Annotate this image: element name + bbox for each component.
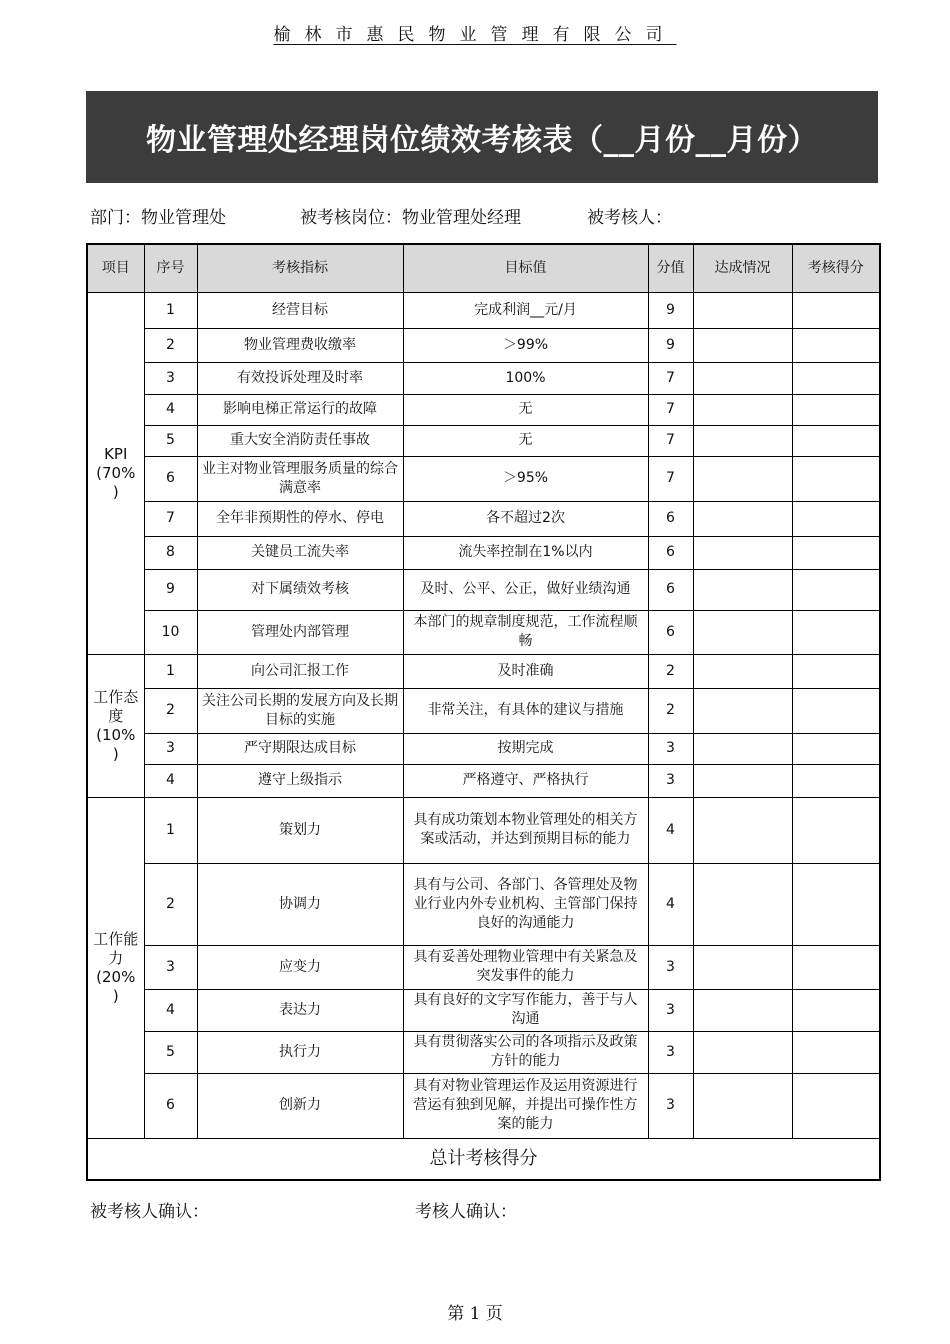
table-row — [87, 501, 880, 536]
row-number-cell: 4 — [144, 989, 197, 1031]
total-row — [87, 1138, 880, 1180]
row-number-cell: 1 — [144, 797, 197, 863]
indicator-cell: 经营目标 — [197, 292, 403, 328]
score-weight-cell: 6 — [648, 501, 693, 536]
table-row — [87, 536, 880, 569]
indicator-cell: 策划力 — [197, 797, 403, 863]
target-cell: 具有与公司、各部门、各管理处及物业行业内外专业机构、主管部门保持良好的沟通能力 — [403, 863, 648, 945]
table-header-row — [87, 244, 880, 292]
row-number-cell: 4 — [144, 764, 197, 797]
indicator-cell: 全年非预期性的停水、停电 — [197, 501, 403, 536]
indicator-cell: 表达力 — [197, 989, 403, 1031]
assessed-score-input-cell[interactable] — [792, 1031, 880, 1073]
target-cell: ＞99% — [403, 328, 648, 362]
target-cell: 具有对物业管理运作及运用资源进行营运有独到见解，并提出可操作性方案的能力 — [403, 1073, 648, 1138]
row-number-cell: 3 — [144, 945, 197, 989]
assessed-score-input-cell[interactable] — [792, 945, 880, 989]
indicator-cell: 向公司汇报工作 — [197, 654, 403, 688]
indicator-cell: 协调力 — [197, 863, 403, 945]
table-row — [87, 292, 880, 328]
target-cell: 严格遵守、严格执行 — [403, 764, 648, 797]
target-cell: 无 — [403, 425, 648, 456]
assessor-confirm: 考核人确认： — [415, 1202, 517, 1222]
indicator-cell: 应变力 — [197, 945, 403, 989]
assessee-confirm: 被考核人确认： — [90, 1202, 209, 1222]
assessed-score-input-cell[interactable] — [792, 501, 880, 536]
header-number: 序号 — [144, 244, 197, 292]
achievement-input-cell[interactable] — [693, 328, 792, 362]
indicator-cell: 有效投诉处理及时率 — [197, 362, 403, 394]
row-number-cell: 3 — [144, 362, 197, 394]
form-title-banner — [86, 91, 878, 183]
assessed-score-input-cell[interactable] — [792, 733, 880, 764]
score-weight-cell: 3 — [648, 945, 693, 989]
row-number-cell: 1 — [144, 654, 197, 688]
score-weight-cell: 4 — [648, 863, 693, 945]
indicator-cell: 关键员工流失率 — [197, 536, 403, 569]
row-number-cell: 1 — [144, 292, 197, 328]
company-name: 榆林市惠民物业管理有限公司 — [273, 25, 677, 45]
indicator-cell: 物业管理费收缴率 — [197, 328, 403, 362]
assessed-score-input-cell[interactable] — [792, 610, 880, 654]
table-row — [87, 797, 880, 863]
achievement-input-cell[interactable] — [693, 425, 792, 456]
target-cell: 按期完成 — [403, 733, 648, 764]
target-cell: 具有成功策划本物业管理处的相关方案或活动，并达到预期目标的能力 — [403, 797, 648, 863]
table-row — [87, 328, 880, 362]
row-number-cell: 8 — [144, 536, 197, 569]
assessed-score-input-cell[interactable] — [792, 536, 880, 569]
assessed-score-input-cell[interactable] — [792, 292, 880, 328]
assessment-table — [86, 243, 881, 1181]
table-row — [87, 610, 880, 654]
table-row — [87, 688, 880, 733]
score-weight-cell: 3 — [648, 1031, 693, 1073]
score-weight-cell: 7 — [648, 362, 693, 394]
header-item: 项目 — [87, 244, 144, 292]
header-assessed-score: 考核得分 — [792, 244, 880, 292]
achievement-input-cell[interactable] — [693, 536, 792, 569]
assessed-score-input-cell[interactable] — [792, 425, 880, 456]
row-number-cell: 2 — [144, 863, 197, 945]
indicator-cell: 执行力 — [197, 1031, 403, 1073]
table-row — [87, 1073, 880, 1138]
assessed-score-input-cell[interactable] — [792, 654, 880, 688]
assessed-score-input-cell[interactable] — [792, 394, 880, 425]
achievement-input-cell[interactable] — [693, 456, 792, 501]
score-weight-cell: 2 — [648, 654, 693, 688]
table-row — [87, 1031, 880, 1073]
indicator-cell: 遵守上级指示 — [197, 764, 403, 797]
table-row — [87, 764, 880, 797]
achievement-input-cell[interactable] — [693, 863, 792, 945]
target-cell: 无 — [403, 394, 648, 425]
header-achievement: 达成情况 — [693, 244, 792, 292]
achievement-input-cell[interactable] — [693, 292, 792, 328]
achievement-input-cell[interactable] — [693, 1031, 792, 1073]
score-weight-cell: 9 — [648, 292, 693, 328]
score-weight-cell: 4 — [648, 797, 693, 863]
score-weight-cell: 3 — [648, 1073, 693, 1138]
row-number-cell: 2 — [144, 688, 197, 733]
assessed-score-input-cell[interactable] — [792, 797, 880, 863]
row-number-cell: 2 — [144, 328, 197, 362]
row-number-cell: 6 — [144, 456, 197, 501]
achievement-input-cell[interactable] — [693, 501, 792, 536]
achievement-input-cell[interactable] — [693, 654, 792, 688]
assessee-label: 被考核人： — [587, 208, 672, 228]
indicator-cell: 严守期限达成目标 — [197, 733, 403, 764]
row-number-cell: 10 — [144, 610, 197, 654]
achievement-input-cell[interactable] — [693, 733, 792, 764]
form-title: 物业管理处经理岗位绩效考核表（__月份__月份） — [146, 123, 818, 158]
indicator-cell: 创新力 — [197, 1073, 403, 1138]
category-cell: 工作能 力 (20% ) — [87, 797, 144, 1138]
score-weight-cell: 7 — [648, 425, 693, 456]
header-score-weight: 分值 — [648, 244, 693, 292]
achievement-input-cell[interactable] — [693, 1073, 792, 1138]
row-number-cell: 6 — [144, 1073, 197, 1138]
assessed-score-input-cell[interactable] — [792, 569, 880, 610]
position-label: 被考核岗位：物业管理处经理 — [300, 208, 521, 228]
table-row — [87, 394, 880, 425]
score-weight-cell: 7 — [648, 394, 693, 425]
table-row — [87, 362, 880, 394]
target-cell: 100% — [403, 362, 648, 394]
row-number-cell: 3 — [144, 733, 197, 764]
score-weight-cell: 2 — [648, 688, 693, 733]
achievement-input-cell[interactable] — [693, 945, 792, 989]
indicator-cell: 对下属绩效考核 — [197, 569, 403, 610]
assessed-score-input-cell[interactable] — [792, 989, 880, 1031]
header-target: 目标值 — [403, 244, 648, 292]
target-cell: 非常关注，有具体的建议与措施 — [403, 688, 648, 733]
table-row — [87, 569, 880, 610]
indicator-cell: 关注公司长期的发展方向及长期目标的实施 — [197, 688, 403, 733]
table-row — [87, 863, 880, 945]
header-indicator: 考核指标 — [197, 244, 403, 292]
target-cell: 具有贯彻落实公司的各项指示及政策方针的能力 — [403, 1031, 648, 1073]
indicator-cell: 重大安全消防责任事故 — [197, 425, 403, 456]
score-weight-cell: 7 — [648, 456, 693, 501]
achievement-input-cell[interactable] — [693, 610, 792, 654]
score-weight-cell: 6 — [648, 569, 693, 610]
indicator-cell: 影响电梯正常运行的故障 — [197, 394, 403, 425]
category-cell: 工作态 度 (10% ) — [87, 654, 144, 797]
score-weight-cell: 6 — [648, 610, 693, 654]
table-row — [87, 945, 880, 989]
achievement-input-cell[interactable] — [693, 394, 792, 425]
assessed-score-input-cell[interactable] — [792, 688, 880, 733]
target-cell: 及时准确 — [403, 654, 648, 688]
assessed-score-input-cell[interactable] — [792, 362, 880, 394]
score-weight-cell: 9 — [648, 328, 693, 362]
indicator-cell: 业主对物业管理服务质量的综合满意率 — [197, 456, 403, 501]
target-cell: 流失率控制在1%以内 — [403, 536, 648, 569]
assessed-score-input-cell[interactable] — [792, 764, 880, 797]
page-footer: 第 1 页 — [447, 1304, 503, 1324]
row-number-cell: 5 — [144, 425, 197, 456]
assessed-score-input-cell[interactable] — [792, 456, 880, 501]
assessed-score-input-cell[interactable] — [792, 328, 880, 362]
department-label: 部门：物业管理处 — [90, 208, 226, 228]
table-row — [87, 654, 880, 688]
table-row — [87, 425, 880, 456]
achievement-input-cell[interactable] — [693, 764, 792, 797]
score-weight-cell: 3 — [648, 733, 693, 764]
category-cell: KPI (70% ) — [87, 292, 144, 654]
target-cell: 具有良好的文字写作能力，善于与人沟通 — [403, 989, 648, 1031]
row-number-cell: 5 — [144, 1031, 197, 1073]
achievement-input-cell[interactable] — [693, 688, 792, 733]
target-cell: 及时、公平、公正，做好业绩沟通 — [403, 569, 648, 610]
target-cell: ＞95% — [403, 456, 648, 501]
row-number-cell: 7 — [144, 501, 197, 536]
row-number-cell: 4 — [144, 394, 197, 425]
target-cell: 各不超过2次 — [403, 501, 648, 536]
achievement-input-cell[interactable] — [693, 989, 792, 1031]
achievement-input-cell[interactable] — [693, 569, 792, 610]
target-cell: 完成利润__元/月 — [403, 292, 648, 328]
score-weight-cell: 3 — [648, 764, 693, 797]
target-cell: 本部门的规章制度规范，工作流程顺畅 — [403, 610, 648, 654]
target-cell: 具有妥善处理物业管理中有关紧急及突发事件的能力 — [403, 945, 648, 989]
table-row — [87, 733, 880, 764]
total-label: 总计考核得分 — [87, 1138, 880, 1180]
table-row — [87, 989, 880, 1031]
achievement-input-cell[interactable] — [693, 797, 792, 863]
score-weight-cell: 3 — [648, 989, 693, 1031]
assessed-score-input-cell[interactable] — [792, 863, 880, 945]
achievement-input-cell[interactable] — [693, 362, 792, 394]
score-weight-cell: 6 — [648, 536, 693, 569]
table-row — [87, 456, 880, 501]
assessed-score-input-cell[interactable] — [792, 1073, 880, 1138]
indicator-cell: 管理处内部管理 — [197, 610, 403, 654]
row-number-cell: 9 — [144, 569, 197, 610]
